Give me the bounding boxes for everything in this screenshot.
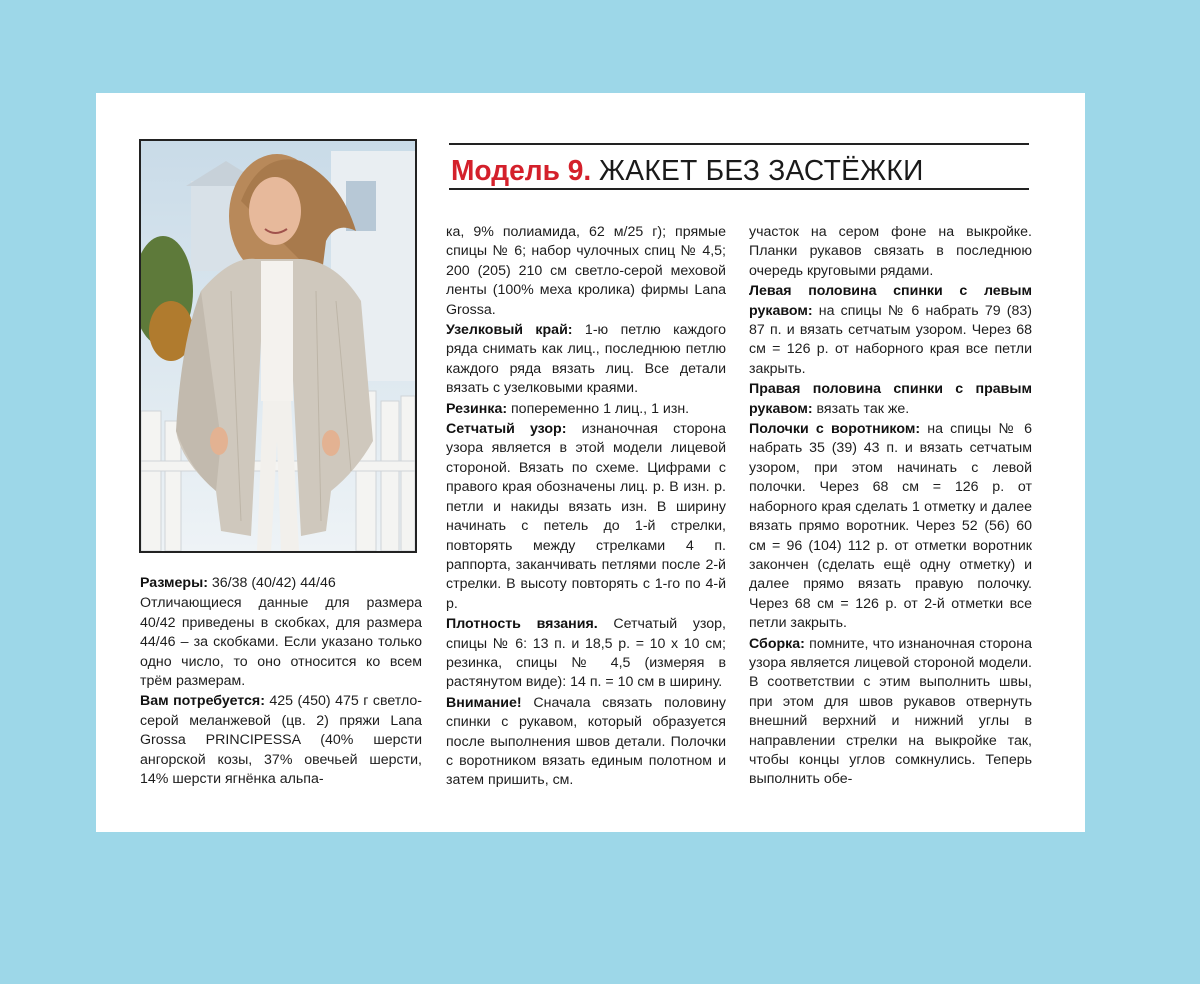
sizes-value: 36/38 (40/42) 44/46 xyxy=(207,575,336,591)
text-column-1 xyxy=(140,574,422,790)
edge-label: Узелковый край: xyxy=(446,322,573,339)
right-back-text: вязать так же. xyxy=(812,400,910,417)
model-title: ЖАКЕТ БЕЗ ЗАСТЁЖКИ xyxy=(599,155,924,187)
sizes-note: Отличающиеся данные для размера 40/42 приведены в скобках, для размера 44/46 – за скобками. Если указано только одно число, то оно относится ко всем трём размерам. xyxy=(140,595,422,690)
magazine-page xyxy=(96,93,1085,832)
page-title xyxy=(451,151,924,191)
text-column-3 xyxy=(749,223,1032,791)
assembly-text: помните, что изнаночная сторона узора является лицевой стороной модели. В соответствии с этим выполнить швы, при этом для швов рукавов отвернуть внешний верхний и нижний углы в направлении стрелки на выкройке так, чтобы концы углов сомкнулись. Теперь выполнить обе- xyxy=(749,635,1032,788)
assembly-label: Сборка: xyxy=(749,635,805,652)
header-rule-bottom xyxy=(449,188,1029,190)
header-rule-top xyxy=(449,143,1029,145)
materials-text: 425 (450) 475 г светло-серой меланжевой (цв. 2) пряжи Lana Grossa PRINCIPESSA (40% шерсти ангорской козы, 37% овечьей шерсти, 14% шерсти ягнёнка альпа- xyxy=(140,693,422,788)
density-text: Сетчатый узор, спицы № 6: 13 п. и 18,5 р. = 10 х 10 см; резинка, спицы № 4,5 (измеряя в растянутом виде): 14 п. = 10 см в ширину. xyxy=(446,616,726,691)
mesh-text: изнаночная сторона узора является в этой модели лицевой стороной. Вязать по схеме. Цифрами с правого края обозначены лиц. р. В изн. р. петли и накиды вязать изн. В ширину начинать с петель до 1-й стрелки, повторять между стрелками 4 п. раппорта, заканчивать петлями после 2-й стрелки. В высоту повторять с 1-го по 4-й р. xyxy=(446,421,726,612)
left-back-text: на спицы № 6 набрать 79 (83) 87 п. и вязать сетчатым узором. Через 68 см = 126 р. от наборного края все петли закрыть. xyxy=(749,302,1032,377)
model-number: Модель 9. xyxy=(451,155,592,187)
mesh-label: Сетчатый узор: xyxy=(446,421,567,438)
fronts-label: Полочки с воротником: xyxy=(749,421,921,438)
materials-label: Вам потребуется: xyxy=(140,693,265,710)
fronts-text: на спицы № 6 набрать 35 (39) 43 п. и вязать сетчатым узором, при этом начинать с левой полочки. Через 68 см = 126 р. от наборного края сделать 1 отметку и далее вязать прямо воротник. Через 52 (56) 60 см = 96 (104) 112 р. от отметки воротник закончен (сделать ещё одну отметку) и далее прямо вязать правую полочку. Через 68 см = 126 р. от 2-й отметки все петли закрыть. xyxy=(749,421,1032,632)
attention-label: Внимание! xyxy=(446,694,522,711)
right-back-label: Правая половина спинки с правым рукавом: xyxy=(749,381,1032,417)
rib-text: попеременно 1 лиц., 1 изн. xyxy=(507,400,690,417)
edge-text: 1-ю петлю каждого ряда снимать как лиц., последнюю петлю каждого ряда вязать лиц. Все детали вязать с узелковыми краями. xyxy=(446,322,726,397)
model-photo xyxy=(139,139,417,553)
text-column-2 xyxy=(446,223,726,792)
left-back-label: Левая половина спинки с левым рукавом: xyxy=(749,283,1032,319)
column3-continued: участок на сером фоне на выкройке. Планки рукавов связать в последнюю очередь круговыми рядами. xyxy=(749,224,1032,279)
model-photo-icon xyxy=(141,141,415,551)
materials-continued: ка, 9% полиамида, 62 м/25 г); прямые спицы № 6; набор чулочных спиц № 4,5; 200 (205) 210 см светло-серой меховой ленты (100% меха кролика) фирмы Lana Grossa. xyxy=(446,224,726,318)
rib-label: Резинка: xyxy=(446,400,508,417)
density-label: Плотность вязания. xyxy=(446,616,598,633)
sizes-label: Размеры: xyxy=(140,575,208,591)
attention-text: Сначала связать половину спинки с рукавом, который образуется после выполнения швов детали. Полочки с воротником вязать единым полотном и затем пришить, см. xyxy=(446,694,726,789)
